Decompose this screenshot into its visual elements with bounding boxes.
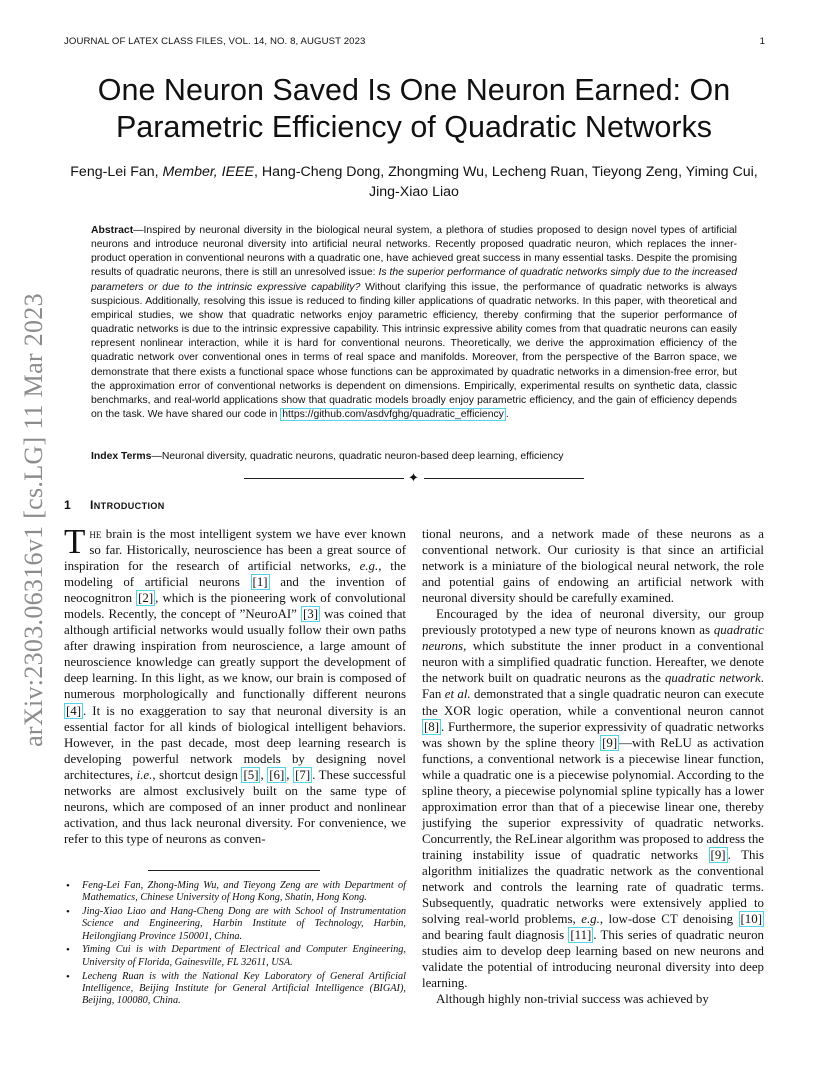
text-run: and the invention of neocognitron: [64, 575, 407, 606]
footnotes: [64, 880, 406, 1009]
code-link[interactable]: https://github.com/asdvfghg/quadratic_efficiency: [282, 409, 504, 421]
text-run: ,: [260, 767, 268, 782]
arxiv-stamp: [18, 285, 50, 755]
author-membership: Member, IEEE: [162, 164, 255, 180]
footnote-item: • Jing-Xiao Liao and Hang-Cheng Dong are with School of Instrumentation Science and Engineering, Harbin Institute of Technology, Harbin, Heilongjiang Province 150001, China.: [64, 906, 406, 943]
citation-link[interactable]: [3]: [302, 607, 319, 622]
abstract-text-1: —Inspired by neuronal diversity in the biological neural system, a plethora of studies proposed to design novel types of artificial neurons and introduce neuronal diversity into artificial neural networks. Recently proposed quadratic neuron, which replaces the inner-product operation in conventional neurons with a quadratic one, have achieved great success in many essential tasks. Despite the promising results of quadratic neurons, there is still an unresolved issue:: [91, 225, 737, 279]
text-run: , low-dose CT denoising: [599, 912, 739, 927]
section-heading: [64, 498, 165, 512]
text-run-italic: quadratic neurons: [422, 623, 764, 654]
text-run: . Fan: [422, 671, 764, 702]
drop-cap: T: [64, 522, 86, 561]
text-run: . This series of quadratic neuron studies aim to develop deep learning based on new neurons and validate the potential of introducing neuronal diversity into deep learning.: [422, 928, 764, 991]
text-run: , which is the pioneering work of convolutional models. Recently, the concept of ”NeuroAI”: [64, 591, 407, 622]
index-terms-label: Index Terms: [91, 451, 152, 462]
text-run: brain is the most intelligent system we have ever known so far. Historically, neuroscience has been a great source of inspiration for the research of artificial networks,: [64, 527, 406, 574]
footnote-rule: [148, 870, 320, 871]
left-column: [64, 522, 407, 847]
text-run: . It is no exaggeration to say that neuronal diversity is an essential factor for all kinds of biological intelligent behaviors. However, in the past decade, most deep learning research is developing powerful network models by designing novel architectures,: [64, 703, 406, 782]
footnote-item: • Lecheng Ruan is with the National Key Laboratory of General Artificial Intelligence, Beijing Institute for General Artificial Intelligence (BIGAI), Beijing, 100080, China.: [64, 971, 406, 1008]
arxiv-id: arXiv:2303.06316v1 [cs.LG] 11 Mar 2023: [19, 293, 48, 747]
section-title: Introduction: [90, 498, 165, 512]
text-run: —with ReLU as activation functions, a conventional network is a piecewise linear function, while a quadratic one is a piecewise polynomial. According to the spline theory, a piecewise polynomial spline typically has a lower approximation error than that of a piecewise linear one, thereby justifying the superior expressivity of quadratic networks. Concurrently, the ReLinear algorithm was proposed to address the training instability issue of quadratic networks: [422, 735, 764, 862]
text-run-italic: e.g.: [359, 559, 379, 574]
text-run: , shortcut design: [152, 767, 242, 782]
author-list: [60, 162, 768, 202]
citation-link[interactable]: [11]: [570, 928, 592, 943]
text-run-italic: quadratic network: [664, 671, 761, 686]
separator-diamond-icon: ✦: [408, 470, 419, 485]
footnote-item: • Yiming Cui is with Department of Electrical and Computer Engineering, University of Florida, Gainesville, FL 32611, USA.: [64, 944, 406, 969]
citation-link[interactable]: [9]: [602, 735, 618, 750]
author-first: Feng-Lei Fan,: [70, 164, 163, 180]
citation-link[interactable]: [4]: [66, 703, 82, 718]
paper-title: One Neuron Saved Is One Neuron Earned: On Parametric Efficiency of Quadratic Networks: [97, 73, 731, 144]
text-run: ,: [286, 767, 294, 782]
citation-link[interactable]: [5]: [243, 767, 259, 782]
text-run-italic: e.g.: [581, 912, 600, 927]
separator-line-right: [424, 478, 584, 479]
intro-paragraph-3: Although highly non-trivial success was achieved by: [436, 992, 709, 1007]
author-rest: , Hang-Cheng Dong, Zhongming Wu, Lecheng Ruan, Tieyong Zeng, Yiming Cui, Jing-Xiao Liao: [254, 164, 758, 200]
right-column: [422, 526, 764, 1007]
section-number: 1: [64, 498, 72, 512]
text-run: and bearing fault diagnosis: [422, 928, 569, 943]
separator-line-left: [244, 478, 404, 479]
text-run: , the modeling of artificial neurons: [64, 559, 406, 590]
text-run: . Furthermore, the superior expressivity of quadratic networks was shown by the spline theory: [422, 719, 764, 750]
text-run: . This algorithm initializes the quadratic network as the conventional network and controls the learning rate of quadratic terms. Subsequently, quadratic networks were extensively applied to solving real-world problems,: [422, 847, 764, 927]
text-run-italic: et al.: [444, 687, 471, 702]
text-run: was coined that although artificial networks would usually follow their own paths after drawing inspiration from neuroscience, a large amount of neuroscience knowledge can greatly support the development of deep learning. In this light, as we know, our brain is composed of numerous morphologically and functionally different neurons: [64, 607, 406, 702]
text-run: , which substitute the inner product in a conventional neuron with a simplified quadratic function. Hereafter, we denote the network built on quadratic neurons as the: [422, 639, 764, 686]
abstract-label: Abstract: [91, 225, 134, 236]
footnote-item: • Feng-Lei Fan, Zhong-Ming Wu, and Tieyong Zeng are with Department of Mathematics, Chinese University of Hong Kong, Shatin, Hong Kong.: [64, 880, 406, 905]
abstract-end: .: [505, 409, 509, 421]
intro-paragraph-2: [422, 606, 764, 991]
citation-link[interactable]: [2]: [138, 591, 154, 606]
intro-paragraph-1-cont: tional neurons, and a network made of these neurons as a conventional network. Our curiosity is that since an artificial network is a miniature of the biological neural network, the role and potential gains of endowing an artificial network with neuronal diversity should be carefully examined.: [422, 527, 764, 606]
citation-link[interactable]: [7]: [295, 767, 311, 782]
page-number: 1: [759, 36, 765, 47]
text-run-italic: i.e.: [136, 767, 153, 782]
citation-link[interactable]: [8]: [424, 719, 440, 734]
citation-link[interactable]: [1]: [252, 575, 268, 590]
intro-paragraph-1: [64, 522, 407, 847]
citation-link[interactable]: [9]: [710, 847, 726, 862]
abstract-question: Is the superior performance of quadratic networks simply due to the increased parameters or due to the intrinsic expressive capability?: [91, 267, 738, 293]
citation-link[interactable]: [10]: [740, 912, 762, 927]
running-head: JOURNAL OF LATEX CLASS FILES, VOL. 14, NO. 8, AUGUST 2023: [64, 36, 366, 47]
lead-word: he: [89, 527, 102, 541]
text-run: Encouraged by the idea of neuronal diversity, our group previously prototyped a new type of neurons known as: [422, 607, 764, 638]
index-terms-text: —Neuronal diversity, quadratic neurons, quadratic neuron-based deep learning, efficiency: [151, 451, 564, 462]
abstract: [91, 224, 737, 422]
index-terms: [91, 450, 737, 464]
abstract-text-2: Without clarifying this issue, the performance of quadratic networks is always suspicious. Additionally, resolving this issue is reduced to finding killer applications of quadratic networks. In this paper, with theoretical and empirical studies, we show that quadratic networks enjoy parametric efficiency, thereby confirming that the superior performance of quadratic networks is due to the intrinsic expressive capability. This intrinsic expressive ability comes from that quadratic neurons can easily represent nonlinear interaction, while it is hard for conventional neurons. Theoretically, we derive the approximation efficiency of the quadratic network over conventional ones in terms of real space and manifolds. Moreover, from the perspective of the Barron space, we demonstrate that there exists a functional space whose functions can be approximated by quadratic networks in a dimension-free error, but the approximation error of conventional networks is dependent on dimensions. Empirically, experimental results on synthetic data, classic benchmarks, and real-world applications show that quadratic models broadly enjoy parametric efficiency, and the gain of efficiency depends on the task. We have shared our code in: [91, 281, 737, 421]
text-run: . These successful networks are almost exclusively built on the same type of neurons, which are composed of an inner product and nonlinear activation, and thus lack neuronal diversity. For convenience, we refer to this type of neurons as conven-: [64, 767, 406, 846]
citation-link[interactable]: [6]: [269, 767, 285, 782]
text-run: demonstrated that a single quadratic neuron can execute the XOR logic operation, while a conventional neuron cannot: [422, 687, 764, 718]
